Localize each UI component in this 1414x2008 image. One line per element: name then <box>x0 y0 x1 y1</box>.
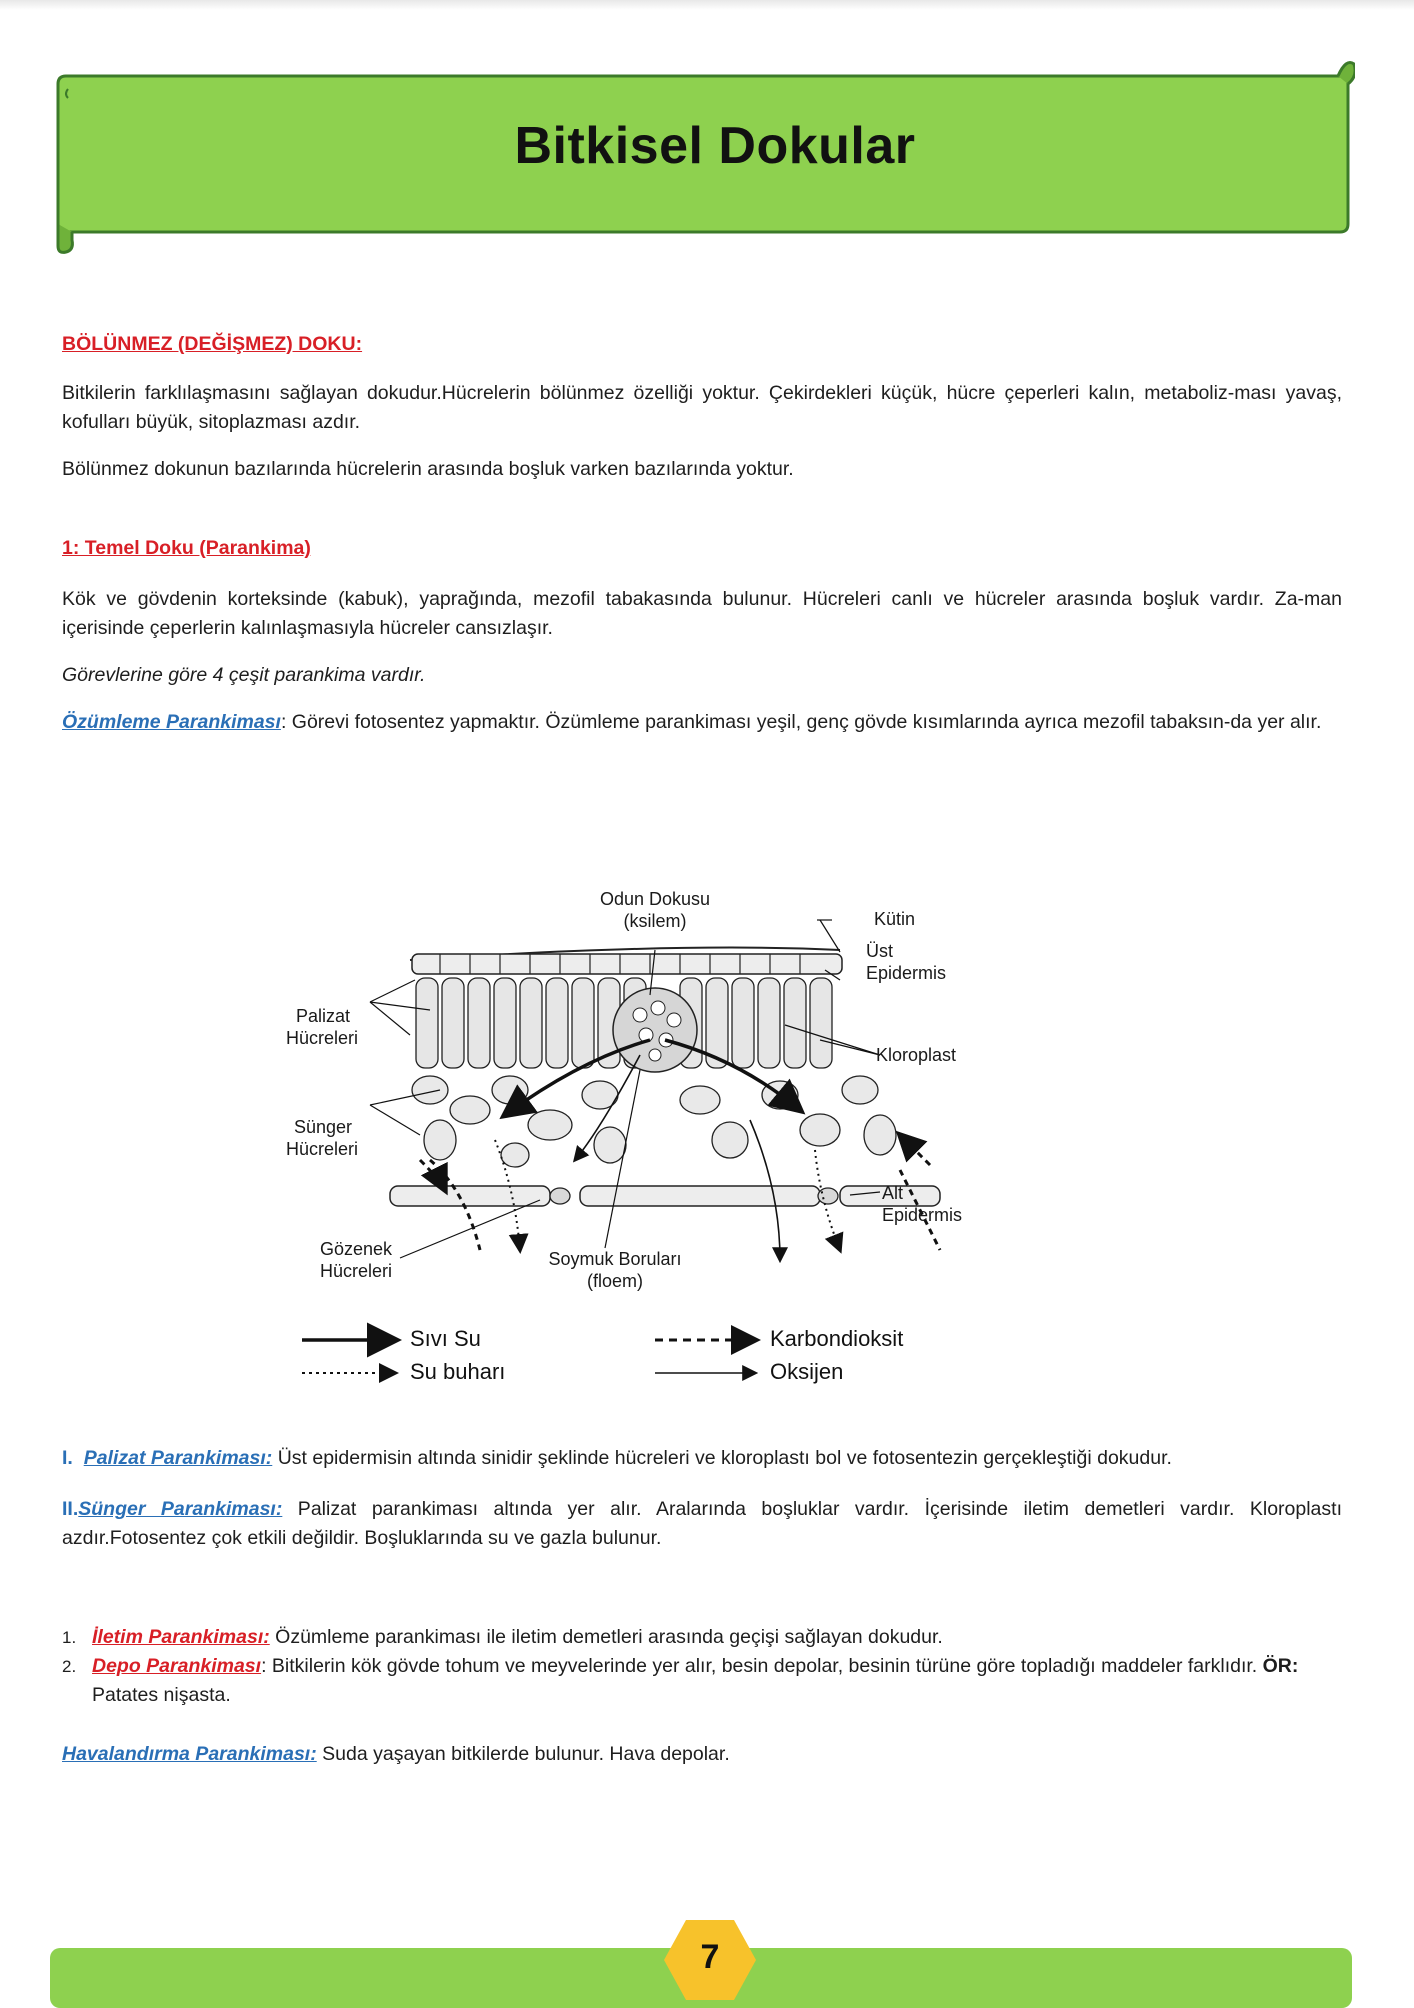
num-sunger: II. <box>62 1498 79 1520</box>
upper-epidermis-cells <box>412 954 842 974</box>
label-gozenek-1: Gözenek <box>320 1239 393 1259</box>
paragraph-ozumleme <box>62 708 1342 737</box>
paragraph-sunger <box>62 1495 1342 1553</box>
example-text: Patates nişasta. <box>92 1684 231 1706</box>
legend-karbondioksit: Karbondioksit <box>770 1326 904 1351</box>
page-number: 7 <box>700 1938 720 1976</box>
label-gozenek-2: Hücreleri <box>320 1261 393 1281</box>
page-title: Bitkisel Dokular <box>514 117 916 175</box>
label-floem: (floem) <box>586 1271 643 1291</box>
term-havalandirma: Havalandırma Parankiması: <box>62 1743 317 1765</box>
paragraph-bolunmez-1: Bitkilerin farklılaşmasını sağlayan dokudur.Hücrelerin bölünmez özelliği yoktur. Çekirdekleri küçük, hücre çeperleri kalın, metaboliz-ması yavaş, kofulları büyük, sitoplazması azdır. <box>62 382 1342 433</box>
leaf-cross-section-figure <box>280 890 1000 1390</box>
legend-oksijen: Oksijen <box>770 1359 844 1384</box>
section-heading-temel-doku: 1: Temel Doku (Parankima) <box>62 537 311 559</box>
text-sunger: Palizat parankiması altında yer alır. Aralarında boşluklar vardır. İçerisinde iletim demetleri vardır. Kloroplastı azdır.Fotosentez çok etkili değildir. Boşluklarında su ve gazla bulunur. <box>62 1498 1342 1549</box>
label-palizat-2: Hücreleri <box>286 1028 359 1048</box>
list-number: 1. <box>62 1628 77 1647</box>
paragraph-palizat <box>62 1444 1342 1473</box>
list-item <box>62 1623 1342 1652</box>
label-alt: Alt <box>882 1183 904 1203</box>
text-palizat: Üst epidermisin altında sinidir şeklinde hücreleri ve kloroplastı bol ve fotosentezin gerçekleştiği dokudur. <box>272 1447 1172 1469</box>
title-banner <box>50 54 1355 259</box>
term-iletim: İletim Parankiması: <box>92 1626 270 1648</box>
list-number: 2. <box>62 1657 77 1676</box>
term-ozumleme: Özümleme Parankiması <box>62 711 281 733</box>
content-top <box>62 330 1342 737</box>
label-ust: Üst <box>866 941 893 961</box>
note-parankima-types: Görevlerine göre 4 çeşit parankima vardır. <box>62 664 426 686</box>
label-ksilem: (ksilem) <box>623 911 687 931</box>
term-depo: Depo Parankiması <box>92 1655 262 1677</box>
top-shadow <box>0 0 1414 10</box>
label-kutin: Kütin <box>874 909 916 929</box>
label-epidermis-top: Epidermis <box>866 963 947 983</box>
label-palizat-1: Palizat <box>296 1006 351 1026</box>
content-bottom <box>62 1444 1342 1769</box>
legend-sivi-su: Sıvı Su <box>410 1326 481 1351</box>
lower-epidermis-cells <box>390 1186 940 1206</box>
term-sunger: Sünger Parankiması: <box>78 1498 283 1520</box>
legend-lines <box>302 1340 755 1373</box>
paragraph-havalandirma <box>62 1740 1342 1769</box>
term-palizat: Palizat Parankiması: <box>83 1447 273 1469</box>
label-odun: Odun Dokusu <box>599 889 711 909</box>
paragraph-temel-doku: Kök ve gövdenin korteksinde (kabuk), yaprağında, mezofil tabakasında bulunur. Hücreleri canlı ve hücreler arasında boşluk vardır. Za-man içerisinde çeperlerin kalınlaşmasıyla hücreler cansızlaşır. <box>62 588 1342 639</box>
paragraph-bolunmez-2: Bölünmez dokunun bazılarında hücrelerin arasında boşluk varken bazılarında yoktur. <box>62 458 794 480</box>
text-havalandirma: Suda yaşayan bitkilerde bulunur. Hava depolar. <box>316 1743 730 1765</box>
label-sunger-2: Hücreleri <box>286 1139 359 1159</box>
parankima-list <box>62 1623 1342 1710</box>
label-soymuk: Soymuk Boruları <box>548 1249 682 1269</box>
label-kloroplast: Kloroplast <box>876 1045 957 1065</box>
example-label: ÖR: <box>1262 1655 1299 1677</box>
text-ozumleme: : Görevi fotosentez yapmaktır. Özümleme parankiması yeşil, genç gövde kısımlarında ayrıca mezofil tabaksın-da yer alır. <box>280 711 1322 733</box>
spongy-cells <box>412 1076 896 1167</box>
section-heading-bolunmez: BÖLÜNMEZ (DEĞİŞMEZ) DOKU: <box>62 333 363 355</box>
label-sunger-1: Sünger <box>294 1117 353 1137</box>
list-item <box>62 1652 1342 1710</box>
label-epidermis-bottom: Epidermis <box>882 1205 963 1225</box>
text-iletim: Özümleme parankiması ile iletim demetleri arasında geçişi sağlayan dokudur. <box>269 1626 943 1648</box>
num-palizat: I. <box>62 1447 73 1469</box>
text-depo: : Bitkilerin kök gövde tohum ve meyvelerinde yer alır, besin depolar, besinin türüne göre topladığı maddeler farklıdır. <box>261 1655 1263 1677</box>
legend-su-buhari: Su buharı <box>410 1359 506 1384</box>
